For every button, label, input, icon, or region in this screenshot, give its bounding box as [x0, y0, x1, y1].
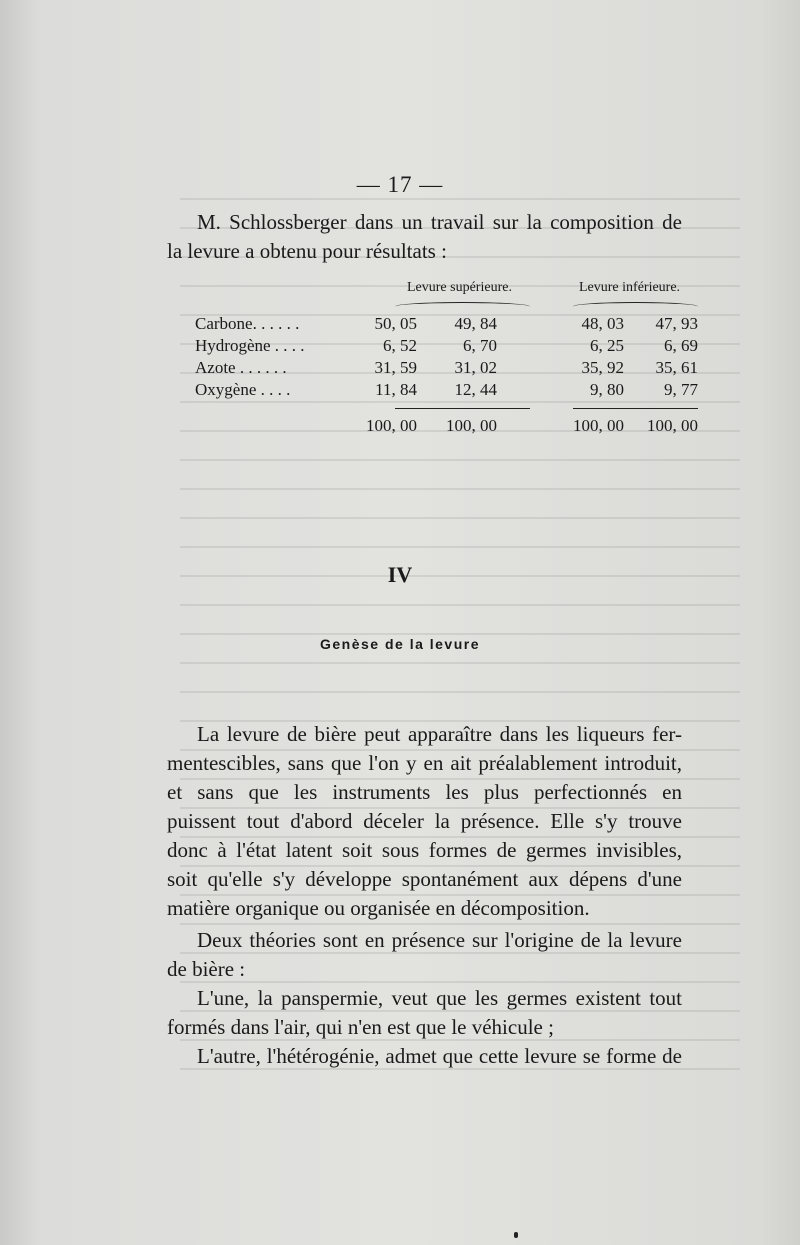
section-number: IV [387, 562, 413, 587]
element-label: Carbone. . . . . . [195, 314, 300, 333]
total-cell: 100, 00 [446, 416, 497, 435]
section-title: Genèse de la levure [319, 636, 481, 652]
sum-rule [573, 408, 698, 409]
page-number: — 17 — [356, 172, 444, 197]
column-group-header: Levure inférieure. [579, 280, 681, 295]
table-row [195, 336, 705, 358]
element-label: Oxygène . . . . [195, 380, 291, 399]
ink-speck [514, 1232, 518, 1238]
column-group-header: Levure supérieure. [407, 280, 512, 295]
text-line: L'autre, l'hétérogénie, admet que cette levure se forme de [197, 1044, 682, 1068]
text-line: de bière : [167, 957, 246, 981]
intro-paragraph [167, 208, 682, 266]
total-cell: 100, 00 [573, 416, 624, 435]
table-row [195, 358, 705, 380]
value-cell: 12, 44 [454, 380, 497, 399]
sum-rule [395, 408, 530, 409]
value-cell: 9, 80 [590, 380, 624, 399]
value-cell: 31, 59 [374, 358, 417, 377]
value-cell: 48, 03 [581, 314, 624, 333]
total-cell: 100, 00 [647, 416, 698, 435]
value-cell: 6, 52 [383, 336, 417, 355]
paragraph-4 [167, 1042, 682, 1071]
text-line: La levure de bière peut apparaître dans les liqueurs fer- [197, 722, 682, 746]
value-cell: 11, 84 [375, 380, 417, 399]
total-cell: 100, 00 [366, 416, 417, 435]
text-line: mentescibles, sans que l'on y en ait préalablement introduit, [167, 751, 682, 775]
text-line: formés dans l'air, qui n'en est que le véhicule ; [167, 1015, 554, 1039]
value-cell: 49, 84 [454, 314, 497, 333]
value-cell: 31, 02 [454, 358, 497, 377]
totals-row [195, 416, 705, 438]
text-line: donc à l'état latent soit sous formes de germes invisibles, [167, 838, 682, 862]
text-line: puissent tout d'abord déceler la présence. Elle s'y trouve [167, 809, 682, 833]
element-label: Azote . . . . . . [195, 358, 287, 377]
paragraph-1 [167, 720, 682, 923]
value-cell: 35, 92 [581, 358, 624, 377]
header-brace [573, 302, 698, 311]
element-label: Hydrogène . . . . [195, 336, 305, 355]
text-line: M. Schlossberger dans un travail sur la composition de [197, 210, 682, 234]
text-line: matière organique ou organisée en décomposition. [167, 896, 590, 920]
value-cell: 50, 05 [374, 314, 417, 333]
text-line: la levure a obtenu pour résultats : [167, 239, 447, 263]
value-cell: 6, 70 [463, 336, 497, 355]
paragraph-2 [167, 926, 682, 984]
header-brace [395, 302, 530, 311]
value-cell: 47, 93 [655, 314, 698, 333]
text-line: L'une, la panspermie, veut que les germes existent tout [197, 986, 682, 1010]
text-line: Deux théories sont en présence sur l'origine de la levure [197, 928, 682, 952]
table-row [195, 314, 705, 336]
text-line: et sans que les instruments les plus perfectionnés en [167, 780, 682, 804]
value-cell: 6, 69 [664, 336, 698, 355]
text-line: soit qu'elle s'y développe spontanément aux dépens d'une [167, 867, 682, 891]
value-cell: 35, 61 [655, 358, 698, 377]
value-cell: 6, 25 [590, 336, 624, 355]
value-cell: 9, 77 [664, 380, 698, 399]
paragraph-3 [167, 984, 682, 1042]
table-row [195, 380, 705, 402]
